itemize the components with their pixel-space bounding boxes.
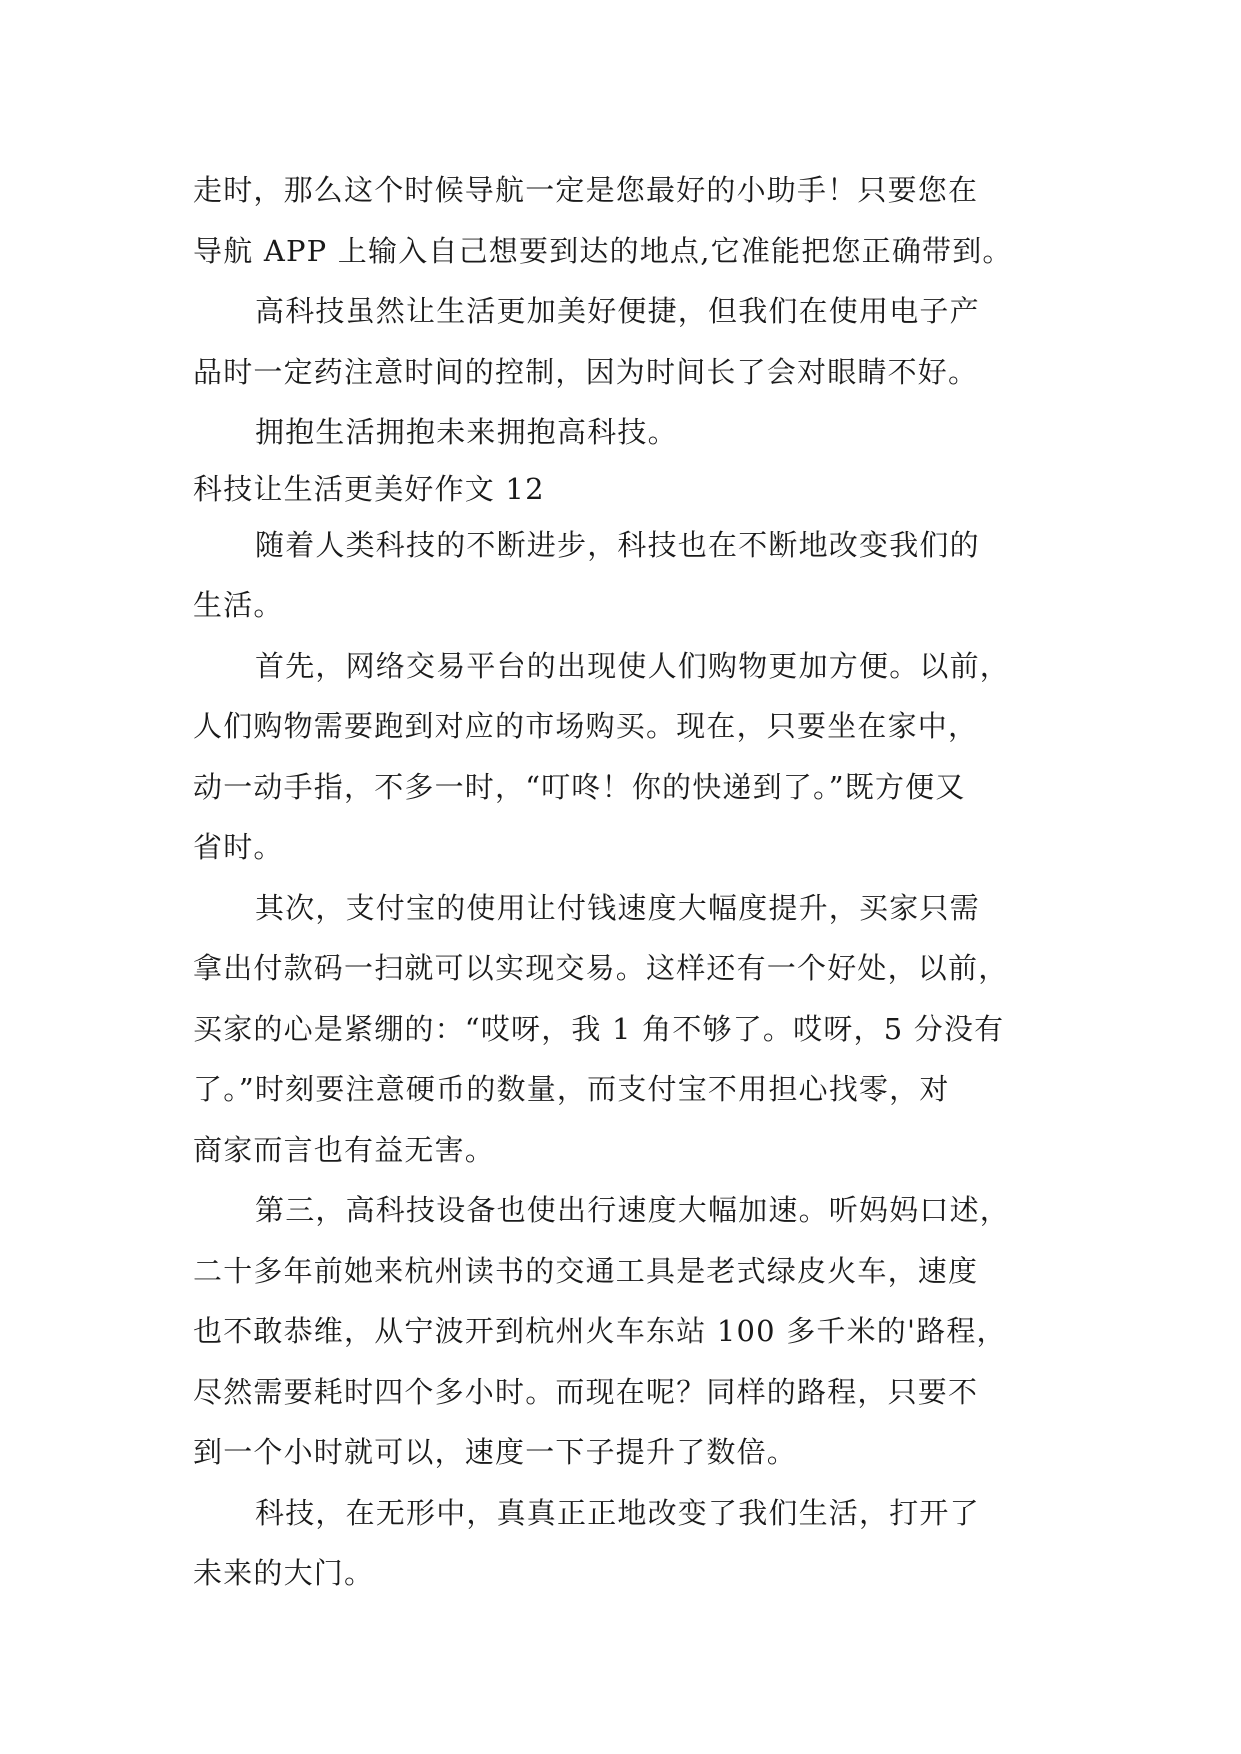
paragraph: [193, 636, 1063, 878]
text-line: 了。”时刻要注意硬币的数量，而支付宝不用担心找零，对: [193, 1072, 950, 1106]
paragraph: [193, 402, 1063, 463]
paragraph: [193, 515, 1063, 636]
document-body: [193, 160, 1063, 1604]
text-line: 人们购物需要跑到对应的市场购买。现在，只要坐在家中，: [193, 709, 979, 743]
text-line: 未来的大门。: [193, 1556, 375, 1590]
text-line: 省时。: [193, 830, 284, 864]
text-line: 二十多年前她来杭州读书的交通工具是老式绿皮火车，速度: [193, 1253, 979, 1288]
paragraph: [193, 878, 1063, 1181]
text-line: 第三，高科技设备也使出行速度大幅加速。听妈妈口述，: [255, 1193, 1011, 1227]
text-line: 尽然需要耗时四个多小时。而现在呢？同样的路程，只要不: [193, 1374, 979, 1409]
text-line: 走时，那么这个时候导航一定是您最好的小助手！只要您在: [193, 173, 979, 207]
text-line: 品时一定药注意时间的控制，因为时间长了会对眼睛不好。: [193, 354, 979, 389]
text-line: 拿出付款码一扫就可以实现交易。这样还有一个好处，以前，: [193, 951, 1009, 985]
text-line: 导航 APP 上输入自己想要到达的地点,它准能把您正确带到。: [193, 233, 1013, 268]
paragraph: [193, 1180, 1063, 1483]
text-line: 商家而言也有益无害。: [193, 1132, 496, 1167]
text-line: 拥抱生活拥抱未来拥抱高科技。: [255, 415, 678, 449]
text-line: 高科技虽然让生活更加美好便捷，但我们在使用电子产: [255, 294, 980, 328]
paragraph: [193, 281, 1063, 402]
paragraph: [193, 160, 1063, 281]
text-line: 首先，网络交易平台的出现使人们购物更加方便。以前，: [255, 648, 1011, 683]
text-line: 到一个小时就可以，速度一下子提升了数倍。: [193, 1435, 798, 1469]
text-line: 也不敢恭维，从宁波开到杭州火车东站 100 多千米的'路程，: [193, 1314, 1007, 1348]
text-line: 科技，在无形中，真真正正地改变了我们生活，打开了: [255, 1495, 980, 1530]
text-line: 其次，支付宝的使用让付钱速度大幅度提升，买家只需: [255, 890, 980, 925]
article-heading: 科技让生活更美好作文 12: [193, 471, 545, 506]
text-line: 生活。: [193, 588, 284, 622]
text-line: 随着人类科技的不断进步，科技也在不断地改变我们的: [255, 527, 980, 562]
text-line: 动一动手指，不多一时，“叮咚！你的快递到了。”既方便又: [193, 769, 966, 804]
text-line: 买家的心是紧绷的：“哎呀，我 1 角不够了。哎呀，5 分没有: [193, 1011, 1005, 1046]
paragraph: [193, 1483, 1063, 1604]
